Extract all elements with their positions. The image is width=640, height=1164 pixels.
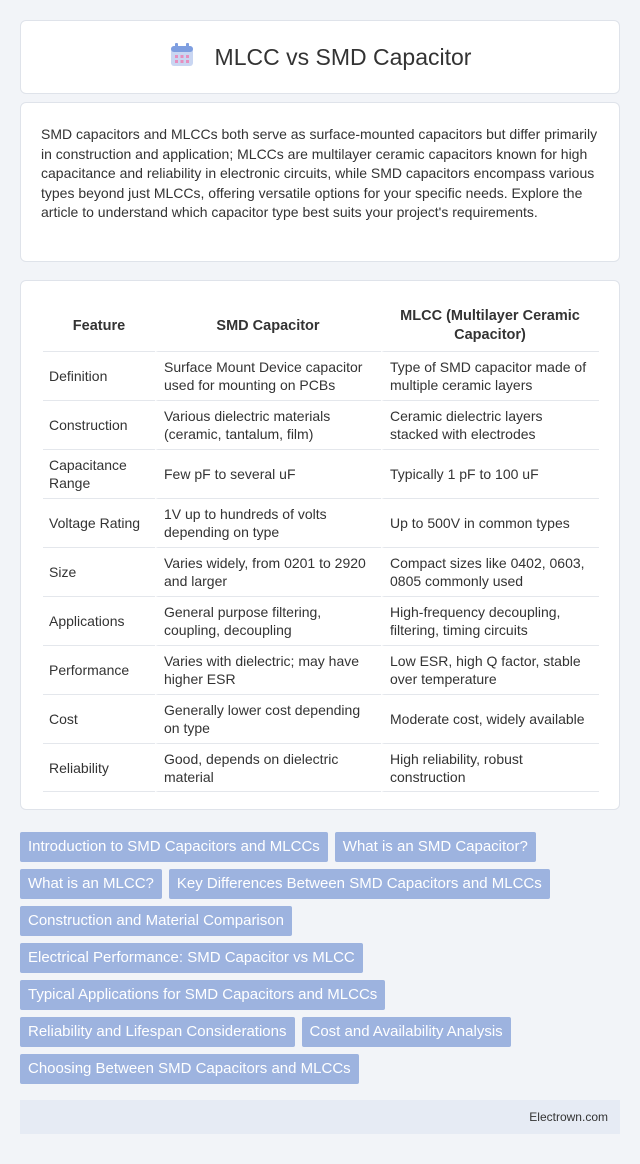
table-header-row [43,301,599,351]
cell-mlcc: Ceramic dielectric layers stacked with electrodes [381,400,599,449]
cell-smd: Various dielectric materials (ceramic, tantalum, film) [155,400,381,449]
topic-tag-link[interactable]: Introduction to SMD Capacitors and MLCCs [20,832,328,862]
cell-mlcc: Compact sizes like 0402, 0603, 0805 commonly used [381,547,599,596]
header-smd: SMD Capacitor [216,317,320,334]
table-row [43,596,599,645]
table-row [43,498,599,547]
topic-tag-link[interactable]: Key Differences Between SMD Capacitors and MLCCs [169,869,550,899]
cell-feature: Construction [43,400,155,449]
header-mlcc: MLCC (Multilayer Ceramic Capacitor) [400,308,580,343]
cell-feature: Performance [43,645,155,694]
footer [20,1100,620,1134]
cell-feature: Cost [43,694,155,743]
footer-site: Electrown.com [529,1110,608,1124]
cell-smd: Varies widely, from 0201 to 2920 and larger [155,547,381,596]
cell-feature: Reliability [43,743,155,792]
cell-mlcc: Type of SMD capacitor made of multiple ceramic layers [381,351,599,400]
header-card [20,20,620,94]
cell-smd: Surface Mount Device capacitor used for mounting on PCBs [155,351,381,400]
cell-feature: Definition [43,351,155,400]
table-row [43,351,599,400]
cell-feature: Voltage Rating [43,498,155,547]
topic-tag-link[interactable]: What is an MLCC? [20,869,162,899]
topic-tag-link[interactable]: Construction and Material Comparison [20,906,292,936]
cell-feature: Capacitance Range [43,449,155,498]
table-row [43,449,599,498]
cell-mlcc: High reliability, robust construction [381,743,599,792]
cell-mlcc: High-frequency decoupling, filtering, timing circuits [381,596,599,645]
comparison-card [20,280,620,810]
table-row [43,400,599,449]
intro-paragraph: SMD capacitors and MLCCs both serve as surface-mounted capacitors but differ primarily in construction and application; MLCCs are multilayer ceramic capacitors known for high capacitance and reliability in electronic circuits, while SMD capacitors encompass various types beyond just MLCCs, offering versatile options for your specific needs. Explore the article to understand which capacitor type best suits your project's requirements. [41,126,598,221]
comparison-table [43,301,599,792]
page-title: MLCC vs SMD Capacitor [214,43,472,70]
topic-tag-link[interactable]: Electrical Performance: SMD Capacitor vs MLCC [20,943,363,973]
table-row [43,743,599,792]
table-row [43,645,599,694]
cell-smd: Varies with dielectric; may have higher ESR [155,645,381,694]
cell-mlcc: Low ESR, high Q factor, stable over temperature [381,645,599,694]
topic-tag-link[interactable]: What is an SMD Capacitor? [335,832,536,862]
cell-mlcc: Up to 500V in common types [381,498,599,547]
cell-smd: Few pF to several uF [155,449,381,498]
header-feature: Feature [72,317,126,334]
topic-tag-link[interactable]: Choosing Between SMD Capacitors and MLCCs [20,1054,359,1084]
cell-mlcc: Typically 1 pF to 100 uF [381,449,599,498]
cell-smd: Good, depends on dielectric material [155,743,381,792]
calendar-icon [169,42,195,73]
table-row [43,547,599,596]
cell-smd: 1V up to hundreds of volts depending on type [155,498,381,547]
cell-smd: Generally lower cost depending on type [155,694,381,743]
cell-smd: General purpose filtering, coupling, decoupling [155,596,381,645]
topic-tag-link[interactable]: Typical Applications for SMD Capacitors and MLCCs [20,980,385,1010]
cell-mlcc: Moderate cost, widely available [381,694,599,743]
topic-tag-link[interactable]: Reliability and Lifespan Considerations [20,1017,295,1047]
intro-card [20,102,620,262]
topic-tag-link[interactable]: Cost and Availability Analysis [302,1017,511,1047]
cell-feature: Size [43,547,155,596]
cell-feature: Applications [43,596,155,645]
header [169,42,472,73]
table-row [43,694,599,743]
topic-tags [20,832,620,1084]
